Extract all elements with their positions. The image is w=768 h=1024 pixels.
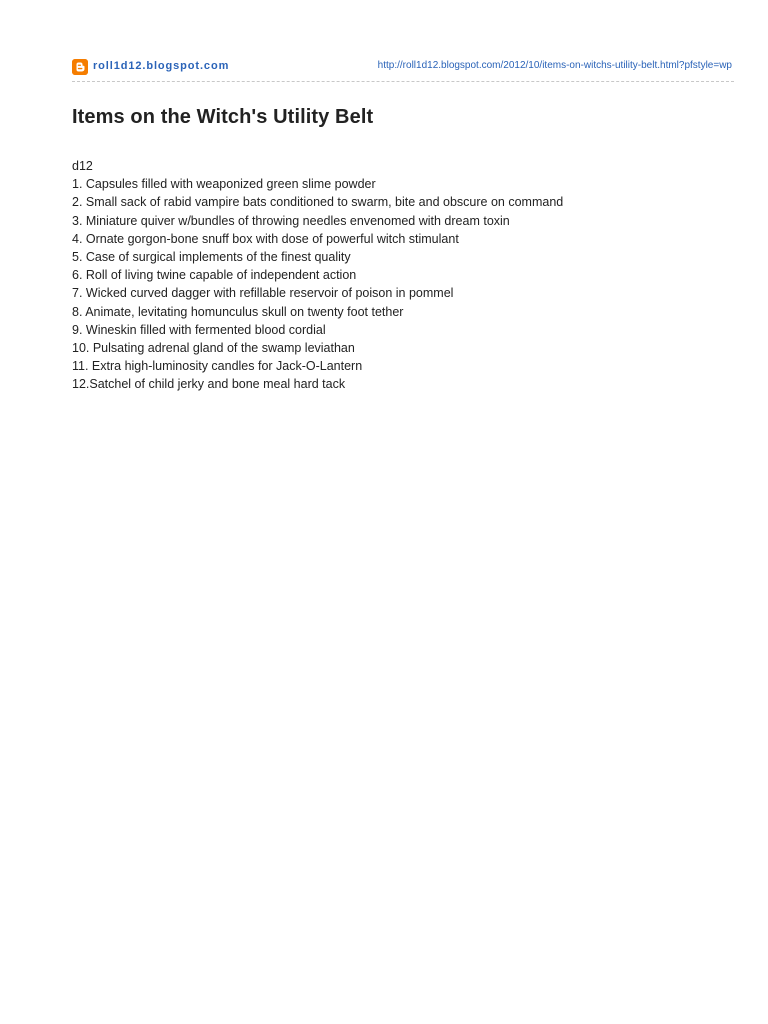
page-url-link[interactable]: http://roll1d12.blogspot.com/2012/10/items-on-witchs-utility-belt.html?pfstyle=wp: [377, 60, 732, 71]
die-label: d12: [72, 159, 93, 173]
list-item: 6. Roll of living twine capable of independent action: [72, 268, 357, 283]
page-header: [72, 58, 732, 78]
list-item: 10. Pulsating adrenal gland of the swamp leviathan: [72, 341, 355, 356]
blogger-logo-icon: [72, 59, 88, 75]
post-title: Items on the Witch's Utility Belt: [72, 106, 374, 128]
list-item: 3. Miniature quiver w/bundles of throwing needles envenomed with dream toxin: [72, 213, 510, 228]
post-body: [72, 157, 722, 394]
list-item: 4. Ornate gorgon-bone snuff box with dose of powerful witch stimulant: [72, 231, 459, 246]
list-item: 8. Animate, levitating homunculus skull on twenty foot tether: [72, 304, 404, 319]
list-item: 12.Satchel of child jerky and bone meal hard tack: [72, 377, 346, 392]
list-item: 11. Extra high-luminosity candles for Jack-O-Lantern: [72, 359, 363, 374]
list-item: 1. Capsules filled with weaponized green slime powder: [72, 177, 376, 192]
list-item: 2. Small sack of rabid vampire bats conditioned to swarm, bite and obscure on command: [72, 195, 564, 210]
list-item: 9. Wineskin filled with fermented blood cordial: [72, 322, 326, 337]
list-item: 7. Wicked curved dagger with refillable reservoir of poison in pommel: [72, 286, 454, 301]
header-divider: [72, 81, 734, 82]
list-item: 5. Case of surgical implements of the finest quality: [72, 250, 351, 265]
site-name-link[interactable]: roll1d12.blogspot.com: [93, 60, 230, 72]
